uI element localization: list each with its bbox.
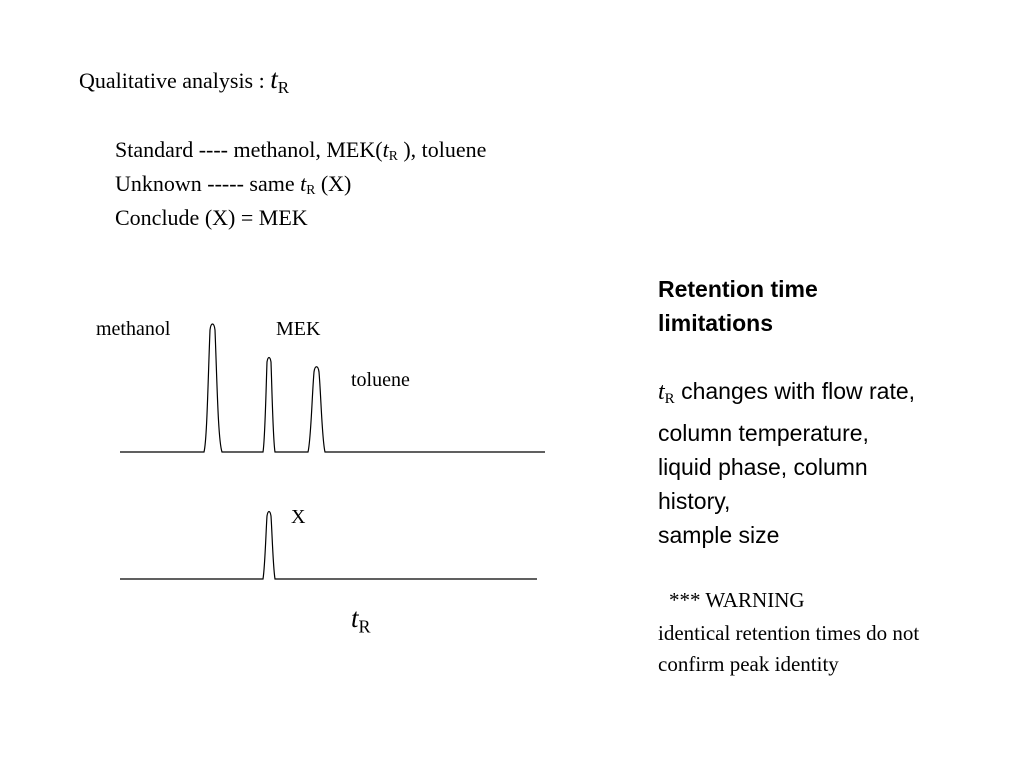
retention-time-subscript: R (277, 78, 290, 98)
time-axis-label (351, 603, 371, 637)
axis-subscript: R (358, 616, 371, 637)
standard-subscript: R (388, 148, 398, 163)
peak-label-mek: MEK (276, 318, 321, 340)
unknown-prefix: Unknown ----- same (115, 171, 301, 196)
warning-line: identical retention times do not (658, 621, 920, 645)
retention-time-symbol: t (270, 64, 278, 94)
limitations-symbol: t (658, 379, 665, 405)
unknown-suffix: (X) (315, 171, 352, 196)
limitations-first-line (658, 374, 1008, 416)
limitations-title-line: Retention time (658, 276, 818, 302)
limitations-line: sample size (658, 521, 780, 548)
slide-title-text: Qualitative analysis : (79, 68, 271, 93)
warning-heading: *** WARNING (669, 588, 805, 612)
limitations-title-line: limitations (658, 310, 774, 336)
unknown-chromatogram-trace (120, 512, 537, 580)
peak-label-unknown: X (291, 506, 306, 528)
conclusion-line: Conclude (X) = MEK (115, 205, 308, 230)
peak-label-toluene: toluene (351, 369, 410, 391)
peak-label-methanol: methanol (96, 318, 171, 340)
standard-prefix: Standard ---- methanol, MEK( (115, 137, 383, 162)
limitations-first-line-text: changes with flow rate, (674, 378, 916, 404)
standard-suffix: ), toluene (397, 137, 487, 162)
limitations-line: history, (658, 487, 731, 514)
limitations-body (658, 374, 1008, 552)
standard-chromatogram-trace (120, 324, 545, 452)
limitations-line: liquid phase, column (658, 453, 868, 480)
limitations-panel (658, 272, 1008, 552)
unknown-symbol: t (300, 171, 307, 196)
limitations-subscript: R (664, 390, 675, 407)
unknown-subscript: R (306, 182, 316, 197)
standard-symbol: t (382, 137, 389, 162)
limitations-title (658, 272, 1008, 340)
limitations-line: column temperature, (658, 419, 869, 446)
warning-line: confirm peak identity (658, 652, 839, 676)
axis-symbol: t (351, 603, 359, 633)
